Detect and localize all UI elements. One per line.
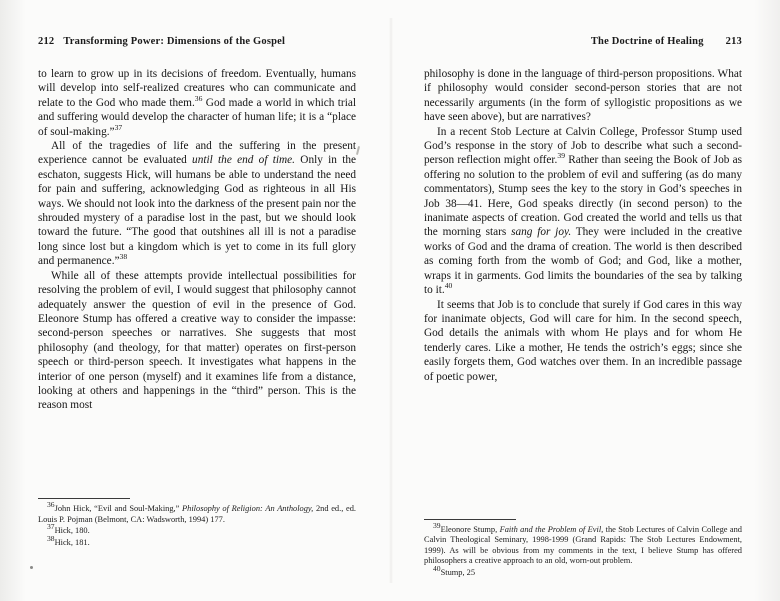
footnote-marker: 38 xyxy=(119,252,128,262)
right-running-head xyxy=(424,36,742,47)
footnote-text: Hick, 181. xyxy=(54,537,90,547)
footnote-text: John Hick, “Evil and Soul-Making,” xyxy=(54,504,183,514)
right-running-head-title: The Doctrine of Healing xyxy=(590,36,704,47)
paragraph xyxy=(424,125,742,298)
left-page-footnotes xyxy=(38,488,356,549)
paragraph xyxy=(38,67,356,139)
paragraph-emphasis: sang for joy. xyxy=(511,226,572,239)
left-page-body xyxy=(38,67,356,413)
paragraph xyxy=(38,269,356,413)
footnote-number: 38 xyxy=(47,533,55,543)
right-page xyxy=(390,0,780,601)
footnote-marker: 37 xyxy=(114,122,123,132)
paragraph-text: All of the tragedies of life and the suffering in the present experience cannot be evaluated xyxy=(38,140,356,167)
footnote-marker: 40 xyxy=(444,281,453,291)
footnote-marker: 39 xyxy=(557,151,565,161)
paragraph-text: to learn to grow up in its decisions of freedom. Eventually, humans will develop into self-realized creatures who can communicate and relate to the God who made them. xyxy=(38,68,356,109)
paragraph-text-cont: Rather than seeing the Book of Job as offering no solution to the problem of evil and suffering (as do many commentators), Stump sees the key to the story in God’s speeches in Job 38—41. Here, God speaks directly (in second person) to the inanimate aspects of creation. God created the world and tells us that the morning stars xyxy=(424,154,742,239)
footnote-marker: 36 xyxy=(194,94,203,104)
footnote-number: 36 xyxy=(47,500,55,510)
paragraph xyxy=(38,139,356,269)
footnote xyxy=(424,521,742,567)
footnote xyxy=(38,500,356,525)
right-page-footnotes xyxy=(424,509,742,579)
footnote-rule xyxy=(424,519,516,520)
paragraph-emphasis: until the end of time. xyxy=(192,154,296,167)
left-page-folio: 212 xyxy=(38,36,55,47)
right-page-body xyxy=(424,67,742,384)
footnote-text: Eleonore Stump, xyxy=(440,524,500,534)
footnote-title: Faith and the Problem of Evil, xyxy=(499,524,604,534)
footnote-rule xyxy=(38,498,130,499)
footnote-text: Stump, 25 xyxy=(440,567,476,577)
footnote-title: Philosophy of Religion: An Anthology, xyxy=(182,504,314,514)
right-page-folio: 213 xyxy=(725,36,742,47)
footnote-number: 37 xyxy=(47,522,55,532)
paragraph xyxy=(424,298,742,384)
footnote xyxy=(424,563,742,578)
footnote-number: 40 xyxy=(433,563,441,573)
paragraph xyxy=(424,67,742,125)
footnote-number: 39 xyxy=(433,521,441,531)
footnote xyxy=(38,522,356,536)
left-running-head xyxy=(38,36,356,47)
footnote-text: Hick, 180. xyxy=(54,526,90,536)
paragraph-text-cont: God made a world in which trial and suffering would develop the character of human life; it is a “place of soul-making.” xyxy=(38,96,356,138)
paragraph-text: In a recent Stob Lecture at Calvin College, Professor Stump used God’s response in the story of Job to describe what such a second-person reflection might offer. xyxy=(424,125,742,167)
paragraph-text: It seems that Job is to conclude that surely if God cares in this way for inanimate objects, God will care for him. In the second speech, God details the animals with whom He plays and for whom He tenderly cares. Like a mother, He tends the ostrich’s eggs; since she easily forgets them, God watches over them. In an incredible passage of poetic power, xyxy=(424,298,742,383)
paragraph-text-cont: Only in the eschaton, suggests Hick, will humans be able to understand the need for pain and suffering, acknowledging God as righteous in all His ways. We should not look into the darkness of the present pain nor the shrouded mystery of a paradise lost in the past, but we should look toward the future. “The good that outshines all ill is not a paradise long since lost but a kingdom which is yet to come in its full glory and permanence.” xyxy=(38,154,356,268)
footnote xyxy=(38,533,356,548)
footnote-text-cont: the Stob Lectures of Calvin College and Calvin Theological Seminary, 1998-1999 (Grand Rapids: The Stob Lectures Endowment, 1999). As will be obvious from my comments in the text, I believe Stump has offered philosophers a creative approach to an old, worn-out problem. xyxy=(424,524,742,566)
left-running-head-title: Transforming Power: Dimensions of the Gospel xyxy=(63,36,286,47)
paragraph-text: While all of these attempts provide intellectual possibilities for resolving the problem of evil, I would suggest that philosophy cannot adequately answer the question of evil in the presence of God. Eleonore Stump has offered a creative way to consider the impasse: second-person speeches or narratives. She suggests that most philosophy (and theology, for that matter) operates on first-person speech or third-person speech. It investigates what happens in the interior of one person (myself) and it examines life from a distance, looking at others and happenings in the “third” person. This is the reason most xyxy=(38,269,356,412)
paragraph-text-cont2: They were included in the creative works of God and the drama of creation. The world is then described as coming forth from the womb of God; and God, like a mother, wraps it in garments. God limits the boundaries of the sea by talking to it. xyxy=(424,226,742,297)
footnote-text-cont: 2nd ed., ed. Louis P. Pojman (Belmont, CA: Wadsworth, 1994) 177. xyxy=(38,504,356,524)
paragraph-text: philosophy is done in the language of third-person propositions. What if philosophy would consider second-person stories that are not necessarily arguments (in the form of syllogistic propositions as we have seen above), but are narratives? xyxy=(424,68,742,124)
